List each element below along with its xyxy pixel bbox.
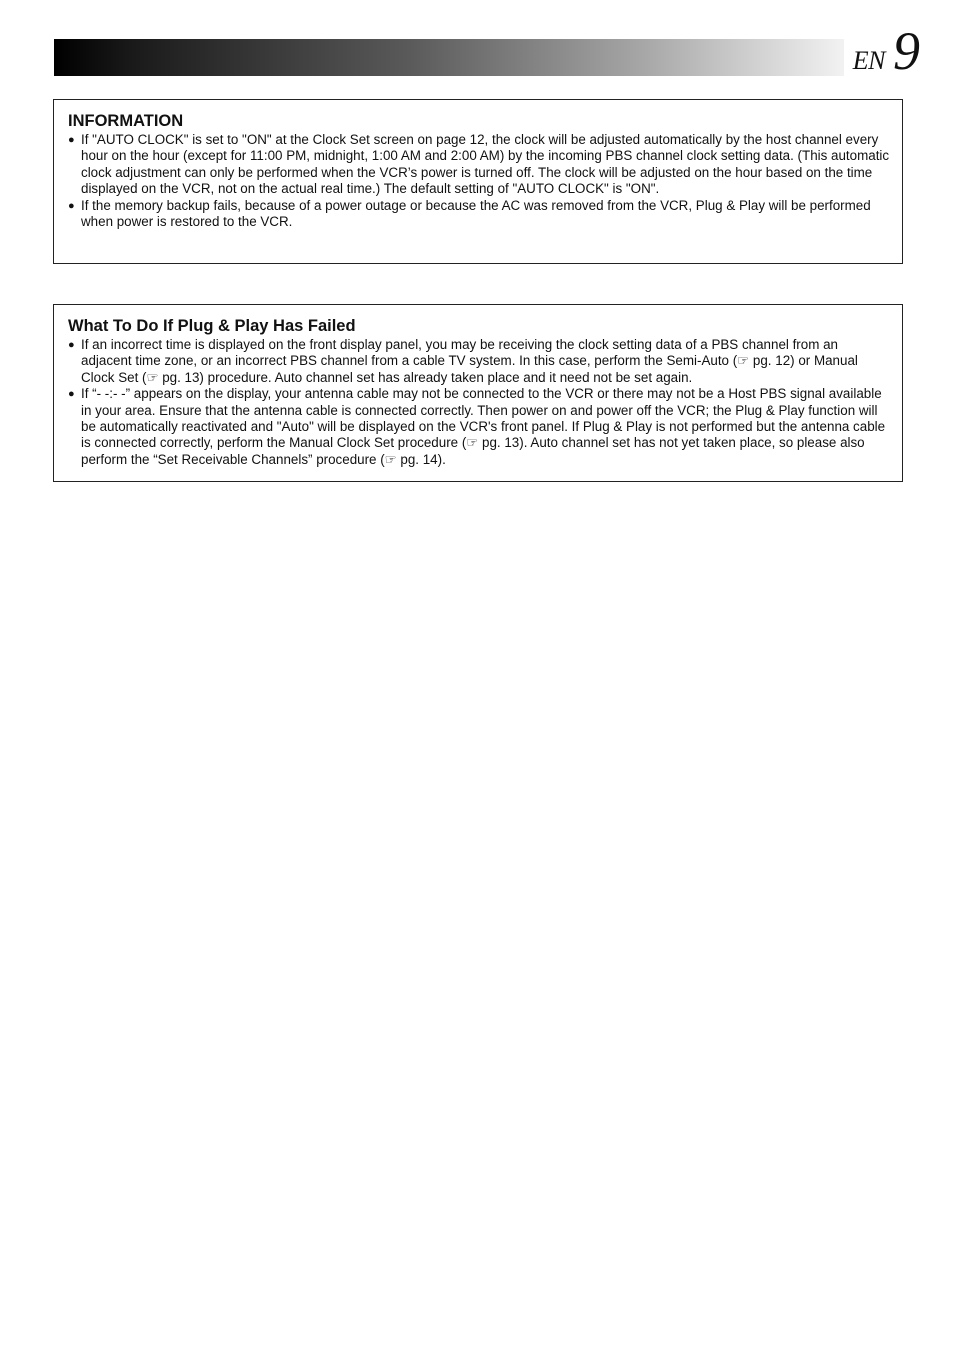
list-item-text: If "AUTO CLOCK" is set to "ON" at the Clock Set screen on page 12, the clock will be adjusted automatically by the host channel every hour on the hour (except for 11:00 PM, midnight, 1:00 AM and 2:00 AM) by the incoming PBS channel clock setting data. (This automatic clock adjustment can only be performed when the VCR’s power is turned off. The clock will be adjusted on the hour based on the time displayed on the VCR, not on the actual real time.) The default setting of "AUTO CLOCK" is "ON". [81,132,890,197]
page-number: 9 [893,21,920,81]
header-gradient-bar [54,39,844,76]
bullet-icon: ● [68,388,75,401]
bullet-icon: ● [68,199,75,212]
list-item [68,386,890,468]
language-code: EN [852,46,885,75]
information-box [53,99,903,264]
list-item [68,337,890,386]
page-number-label [852,21,920,81]
list-item [68,132,890,198]
list-item-text: If the memory backup fails, because of a power outage or because the AC was removed from the VCR, Plug & Play will be performed when power is restored to the VCR. [81,197,871,230]
list-item-text: If an incorrect time is displayed on the front display panel, you may be receiving the clock setting data of a PBS channel from an adjacent time zone, or an incorrect PBS channel from a cable TV system. In this case, perform the Semi-Auto (☞ pg. 12) or Manual Clock Set (☞ pg. 13) procedure. Auto channel set has already taken place and it need not be set again. [81,337,858,385]
list-item [68,198,890,231]
bullet-icon: ● [68,134,75,146]
information-bullet-list [68,132,890,230]
plug-and-play-failed-title: What To Do If Plug & Play Has Failed [68,317,356,335]
list-item-text: If “- -:- -” appears on the display, your antenna cable may not be connected to the VCR or there may not be a Host PBS signal available in your area. Ensure that the antenna cable is connected correctly. Then power on and power off the VCR; the Plug & Play function will be automatically reactivated and "Auto" will be displayed on the VCR's front panel. If Plug & Play is not performed but the antenna cable is connected correctly, perform the Manual Clock Set procedure (☞ pg. 13). Auto channel set has not yet taken place, so please also perform the “Set Receivable Channels” procedure (☞ pg. 14). [81,386,886,467]
information-title: INFORMATION [68,112,184,130]
plug-and-play-failed-bullet-list [68,337,890,468]
plug-and-play-failed-box [53,304,903,482]
bullet-icon: ● [68,339,75,351]
